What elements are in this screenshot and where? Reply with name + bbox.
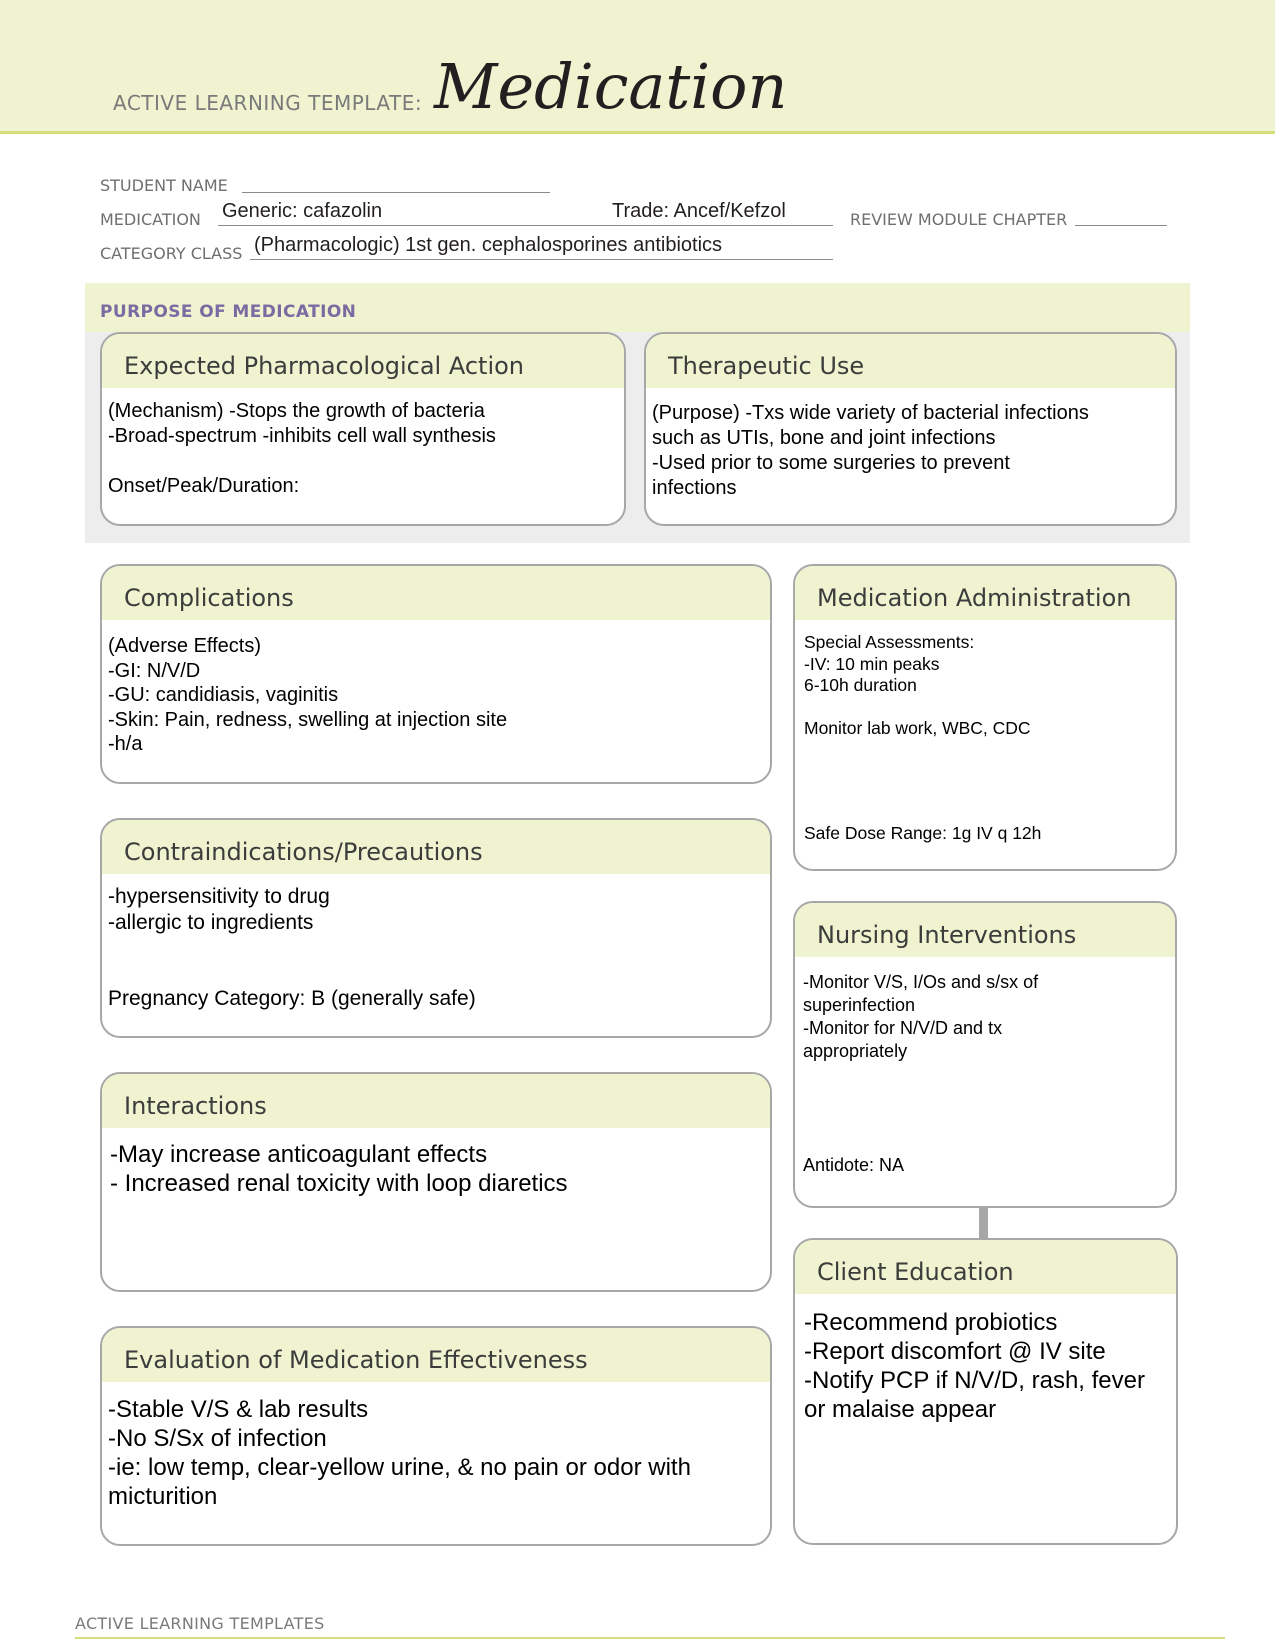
complications-title: Complications (124, 584, 294, 612)
interactions-card (100, 1072, 772, 1292)
page-title: Medication (434, 50, 788, 123)
template-header (0, 0, 1275, 134)
student-name-label: STUDENT NAME (100, 176, 228, 195)
category-class-label: CATEGORY CLASS (100, 244, 243, 263)
evaluation-text[interactable]: -Stable V/S & lab results -No S/Sx of infection -ie: low temp, clear-yellow urine, & no pain or odor with micturition (108, 1396, 691, 1510)
interactions-title: Interactions (124, 1092, 267, 1120)
medication-generic-value: Generic: cafazolin (222, 200, 383, 222)
therapeutic-use-title: Therapeutic Use (668, 352, 865, 380)
therapeutic-use-card (644, 332, 1177, 526)
complications-card (100, 564, 772, 784)
purpose-title: PURPOSE OF MEDICATION (100, 302, 357, 322)
review-module-label: REVIEW MODULE CHAPTER (850, 210, 1068, 229)
complications-text[interactable]: (Adverse Effects) -GI: N/V/D -GU: candidiasis, vaginitis -Skin: Pain, redness, swelling at injection site -h/a (108, 635, 508, 755)
antidote-text[interactable]: Antidote: NA (803, 1155, 905, 1175)
client-education-title: Client Education (817, 1258, 1014, 1286)
administration-title: Medication Administration (817, 584, 1132, 612)
contraindications-card (100, 818, 772, 1038)
category-class-value: (Pharmacologic) 1st gen. cephalosporines antibiotics (254, 234, 723, 256)
client-education-card (793, 1238, 1178, 1545)
therapeutic-use-text[interactable]: (Purpose) -Txs wide variety of bacterial infections such as UTIs, bone and joint infections -Used prior to some surgeries to prevent infections (652, 402, 1089, 499)
template-label: ACTIVE LEARNING TEMPLATE: (113, 91, 423, 115)
category-class-field[interactable] (250, 259, 833, 260)
review-module-field[interactable] (1075, 225, 1167, 226)
purpose-header (85, 283, 1190, 332)
footer-label: ACTIVE LEARNING TEMPLATES (75, 1614, 325, 1633)
contraindications-title: Contraindications/Precautions (124, 838, 483, 866)
medication-field[interactable] (218, 225, 833, 226)
administration-text[interactable]: Special Assessments: -IV: 10 min peaks 6-10h duration Monitor lab work, WBC, CDC (804, 632, 1031, 738)
expected-action-card (100, 332, 626, 526)
section-connector (979, 1207, 988, 1240)
interactions-text[interactable]: -May increase anticoagulant effects - Increased renal toxicity with loop diaretics (110, 1141, 568, 1197)
administration-card (793, 564, 1177, 871)
expected-action-title: Expected Pharmacological Action (124, 352, 525, 380)
evaluation-card (100, 1326, 772, 1546)
nursing-interventions-title: Nursing Interventions (817, 921, 1077, 949)
medication-trade-value: Trade: Ancef/Kefzol (612, 200, 786, 222)
expected-action-text[interactable]: (Mechanism) -Stops the growth of bacteria -Broad-spectrum -inhibits cell wall synthesis Onset/Peak/Duration: (108, 400, 496, 497)
nursing-interventions-text[interactable]: -Monitor V/S, I/Os and s/sx of superinfection -Monitor for N/V/D and tx appropriately (803, 972, 1039, 1061)
safe-dose-range-text[interactable]: Safe Dose Range: 1g IV q 12h (804, 823, 1042, 843)
client-education-text[interactable]: -Recommend probiotics -Report discomfort @ IV site -Notify PCP if N/V/D, rash, fever or malaise appear (804, 1309, 1145, 1423)
medication-label: MEDICATION (100, 210, 201, 229)
contraindications-text[interactable]: -hypersensitivity to drug -allergic to ingredients Pregnancy Category: B (generally safe) (108, 885, 476, 1010)
evaluation-title: Evaluation of Medication Effectiveness (124, 1346, 588, 1374)
student-name-field[interactable] (242, 192, 550, 193)
footer-divider (75, 1637, 1225, 1639)
nursing-interventions-card (793, 901, 1177, 1208)
